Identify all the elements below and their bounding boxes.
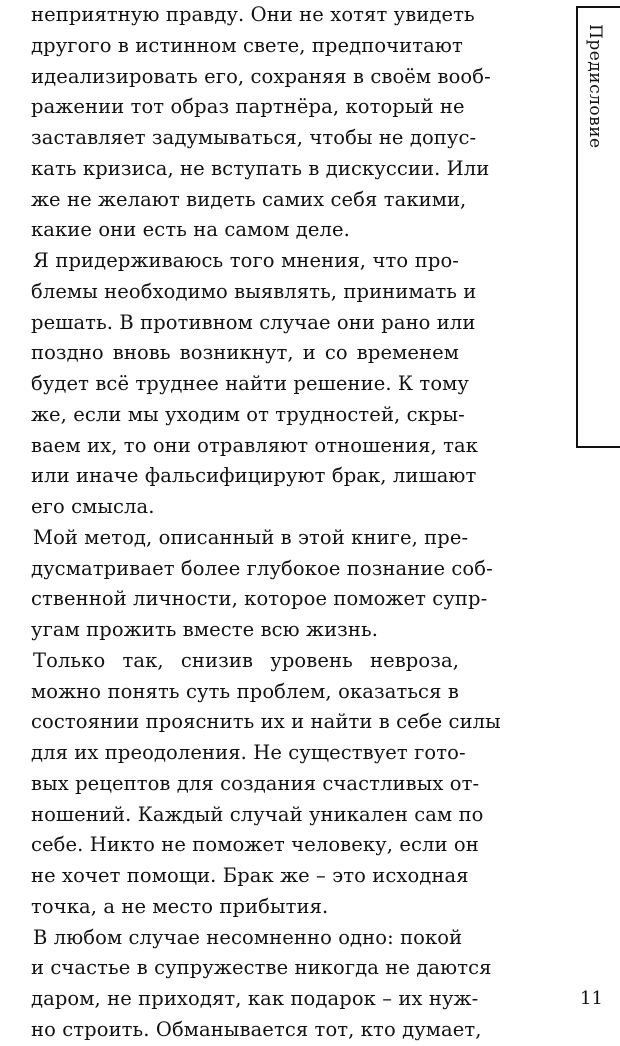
text-line: точка, а не место прибытия.	[31, 894, 329, 918]
text-line: решать. В противном случае они рано или	[31, 310, 476, 334]
text-line: Только так, снизив уровень невроза,	[33, 648, 459, 672]
text-line: поздно вновь возникнут, и со временем	[31, 341, 459, 365]
text-line: ражении тот образ партнёра, который не	[31, 95, 465, 119]
running-head-title: Предисловие	[585, 24, 605, 149]
text-line: Я придерживаюсь того мнения, что про-	[33, 249, 459, 272]
page-number: 11	[580, 988, 603, 1009]
text-line: но строить. Обманывается тот, кто думает,	[31, 1017, 482, 1041]
text-line: же не желают видеть самих себя такими,	[31, 187, 467, 211]
text-line: дусматривает более глубокое познание соб-	[31, 556, 493, 580]
body-text	[31, 0, 501, 1046]
text-line: его смысла.	[31, 495, 155, 518]
text-line: состоянии прояснить их и найти в себе силы	[31, 710, 501, 734]
text-line: же, если мы уходим от трудностей, скры-	[31, 402, 465, 426]
text-line: даром, не приходят, как подарок – их нуж-	[31, 987, 479, 1010]
text-line: можно понять суть проблем, оказаться в	[31, 679, 459, 703]
running-head-rule-bottom	[576, 446, 620, 448]
text-line: будет всё труднее найти решение. К тому	[31, 372, 469, 395]
text-line: себе. Никто не поможет человеку, если он	[31, 833, 479, 857]
text-line: какие они есть на самом деле.	[31, 218, 350, 242]
running-head	[576, 0, 620, 450]
text-line: и счастье в супружестве никогда не даются	[31, 956, 492, 980]
text-line: ношений. Каждый случай уникален сам по	[31, 802, 484, 826]
text-line: не хочет помощи. Брак же – это исходная	[31, 864, 469, 887]
text-line: вых рецептов для создания счастливых от-	[31, 771, 480, 795]
text-line: блемы необходимо выявлять, принимать и	[31, 279, 477, 303]
text-line: идеализировать его, сохраняя в своём вооб-	[31, 64, 491, 88]
text-line: неприятную правду. Они не хотят увидеть	[31, 3, 475, 26]
text-line: угам прожить вместе всю жизнь.	[31, 618, 379, 641]
running-head-rule	[576, 6, 578, 448]
text-line: кать кризиса, не вступать в дискуссии. Или	[31, 156, 490, 180]
text-line: Мой метод, описанный в этой книге, пре-	[33, 525, 469, 549]
running-head-rule-top	[576, 6, 620, 8]
text-line: ваем их, то они отравляют отношения, так	[31, 433, 479, 457]
text-line: ственной личности, которое поможет супр-	[31, 587, 488, 611]
text-line: или иначе фальсифицируют брак, лишают	[31, 464, 477, 488]
text-line: заставляет задумываться, чтобы не допус-	[31, 126, 477, 149]
text-line: для их преодоления. Не существует гото-	[31, 741, 466, 764]
text-line: другого в истинном свете, предпочитают	[31, 33, 463, 57]
text-line: В любом случае несомненно одно: покой	[33, 925, 463, 949]
